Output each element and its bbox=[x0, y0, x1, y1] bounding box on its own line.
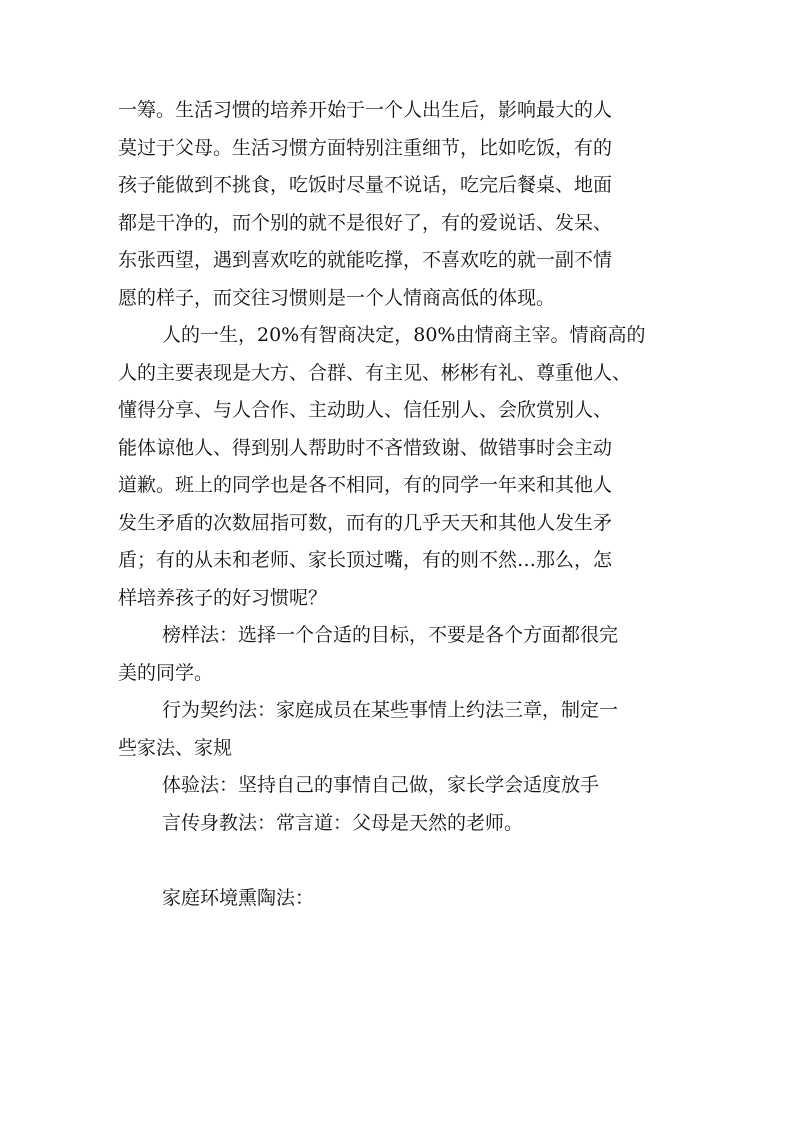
method-example-line: 言传身教法：常言道：父母是天然的老师。 bbox=[162, 811, 524, 834]
paragraph-eq-line-8: 样培养孩子的好习惯呢？ bbox=[118, 586, 328, 609]
paragraph-eq-line-6: 发生矛盾的次数屈指可数，而有的几乎天天和其他人发生矛 bbox=[118, 511, 613, 534]
document-body bbox=[118, 92, 678, 918]
method-environment-line: 家庭环境熏陶法： bbox=[162, 887, 315, 909]
method-experience-line: 体验法：坚持自己的事情自己做，家长学会适度放手 bbox=[162, 774, 600, 796]
method-role-model-line-1: 榜样法：选择一个合适的目标，不要是各个方面都很完 bbox=[162, 624, 619, 646]
paragraph-eq-line-5: 道歉。班上的同学也是各不相同，有的同学一年来和其他人 bbox=[118, 474, 613, 496]
paragraph-eq-line-3: 懂得分享、与人合作、主动助人、信任别人、会欣赏别人、 bbox=[118, 399, 613, 421]
text-line-2: 莫过于父母。生活习惯方面特别注重细节，比如吃饭，有的 bbox=[118, 136, 613, 159]
method-contract-line-1: 行为契约法：家庭成员在某些事情上约法三章，制定一 bbox=[162, 699, 619, 721]
paragraph-eq-line-2: 人的主要表现是大方、合群、有主见、彬彬有礼、尊重他人、 bbox=[118, 361, 632, 384]
method-contract-line-2: 些家法、家规 bbox=[118, 736, 233, 759]
text-line-5: 东张西望，遇到喜欢吃的就能吃撑，不喜欢吃的就一副不情 bbox=[118, 249, 613, 271]
text-line-6: 愿的样子，而交往习惯则是一个人情商高低的体现。 bbox=[118, 286, 556, 309]
text-line-3: 孩子能做到不挑食，吃饭时尽量不说话，吃完后餐桌、地面 bbox=[118, 174, 613, 196]
blank-line bbox=[118, 842, 678, 880]
paragraph-eq-line-4: 能体谅他人、得到别人帮助时不吝惜致谢、做错事时会主动 bbox=[118, 436, 613, 459]
paragraph-eq-line-1: 人的一生，20%有智商决定，80%由情商主宰。情商高的 bbox=[162, 324, 646, 346]
method-role-model-line-2: 美的同学。 bbox=[118, 661, 214, 684]
text-line-1: 一筹。生活习惯的培养开始于一个人出生后，影响最大的人 bbox=[118, 99, 613, 121]
text-line-4: 都是干净的，而个别的就不是很好了，有的爱说话、发呆、 bbox=[118, 211, 613, 234]
paragraph-eq-line-7: 盾；有的从未和老师、家长顶过嘴，有的则不然…那么，怎 bbox=[118, 549, 613, 571]
